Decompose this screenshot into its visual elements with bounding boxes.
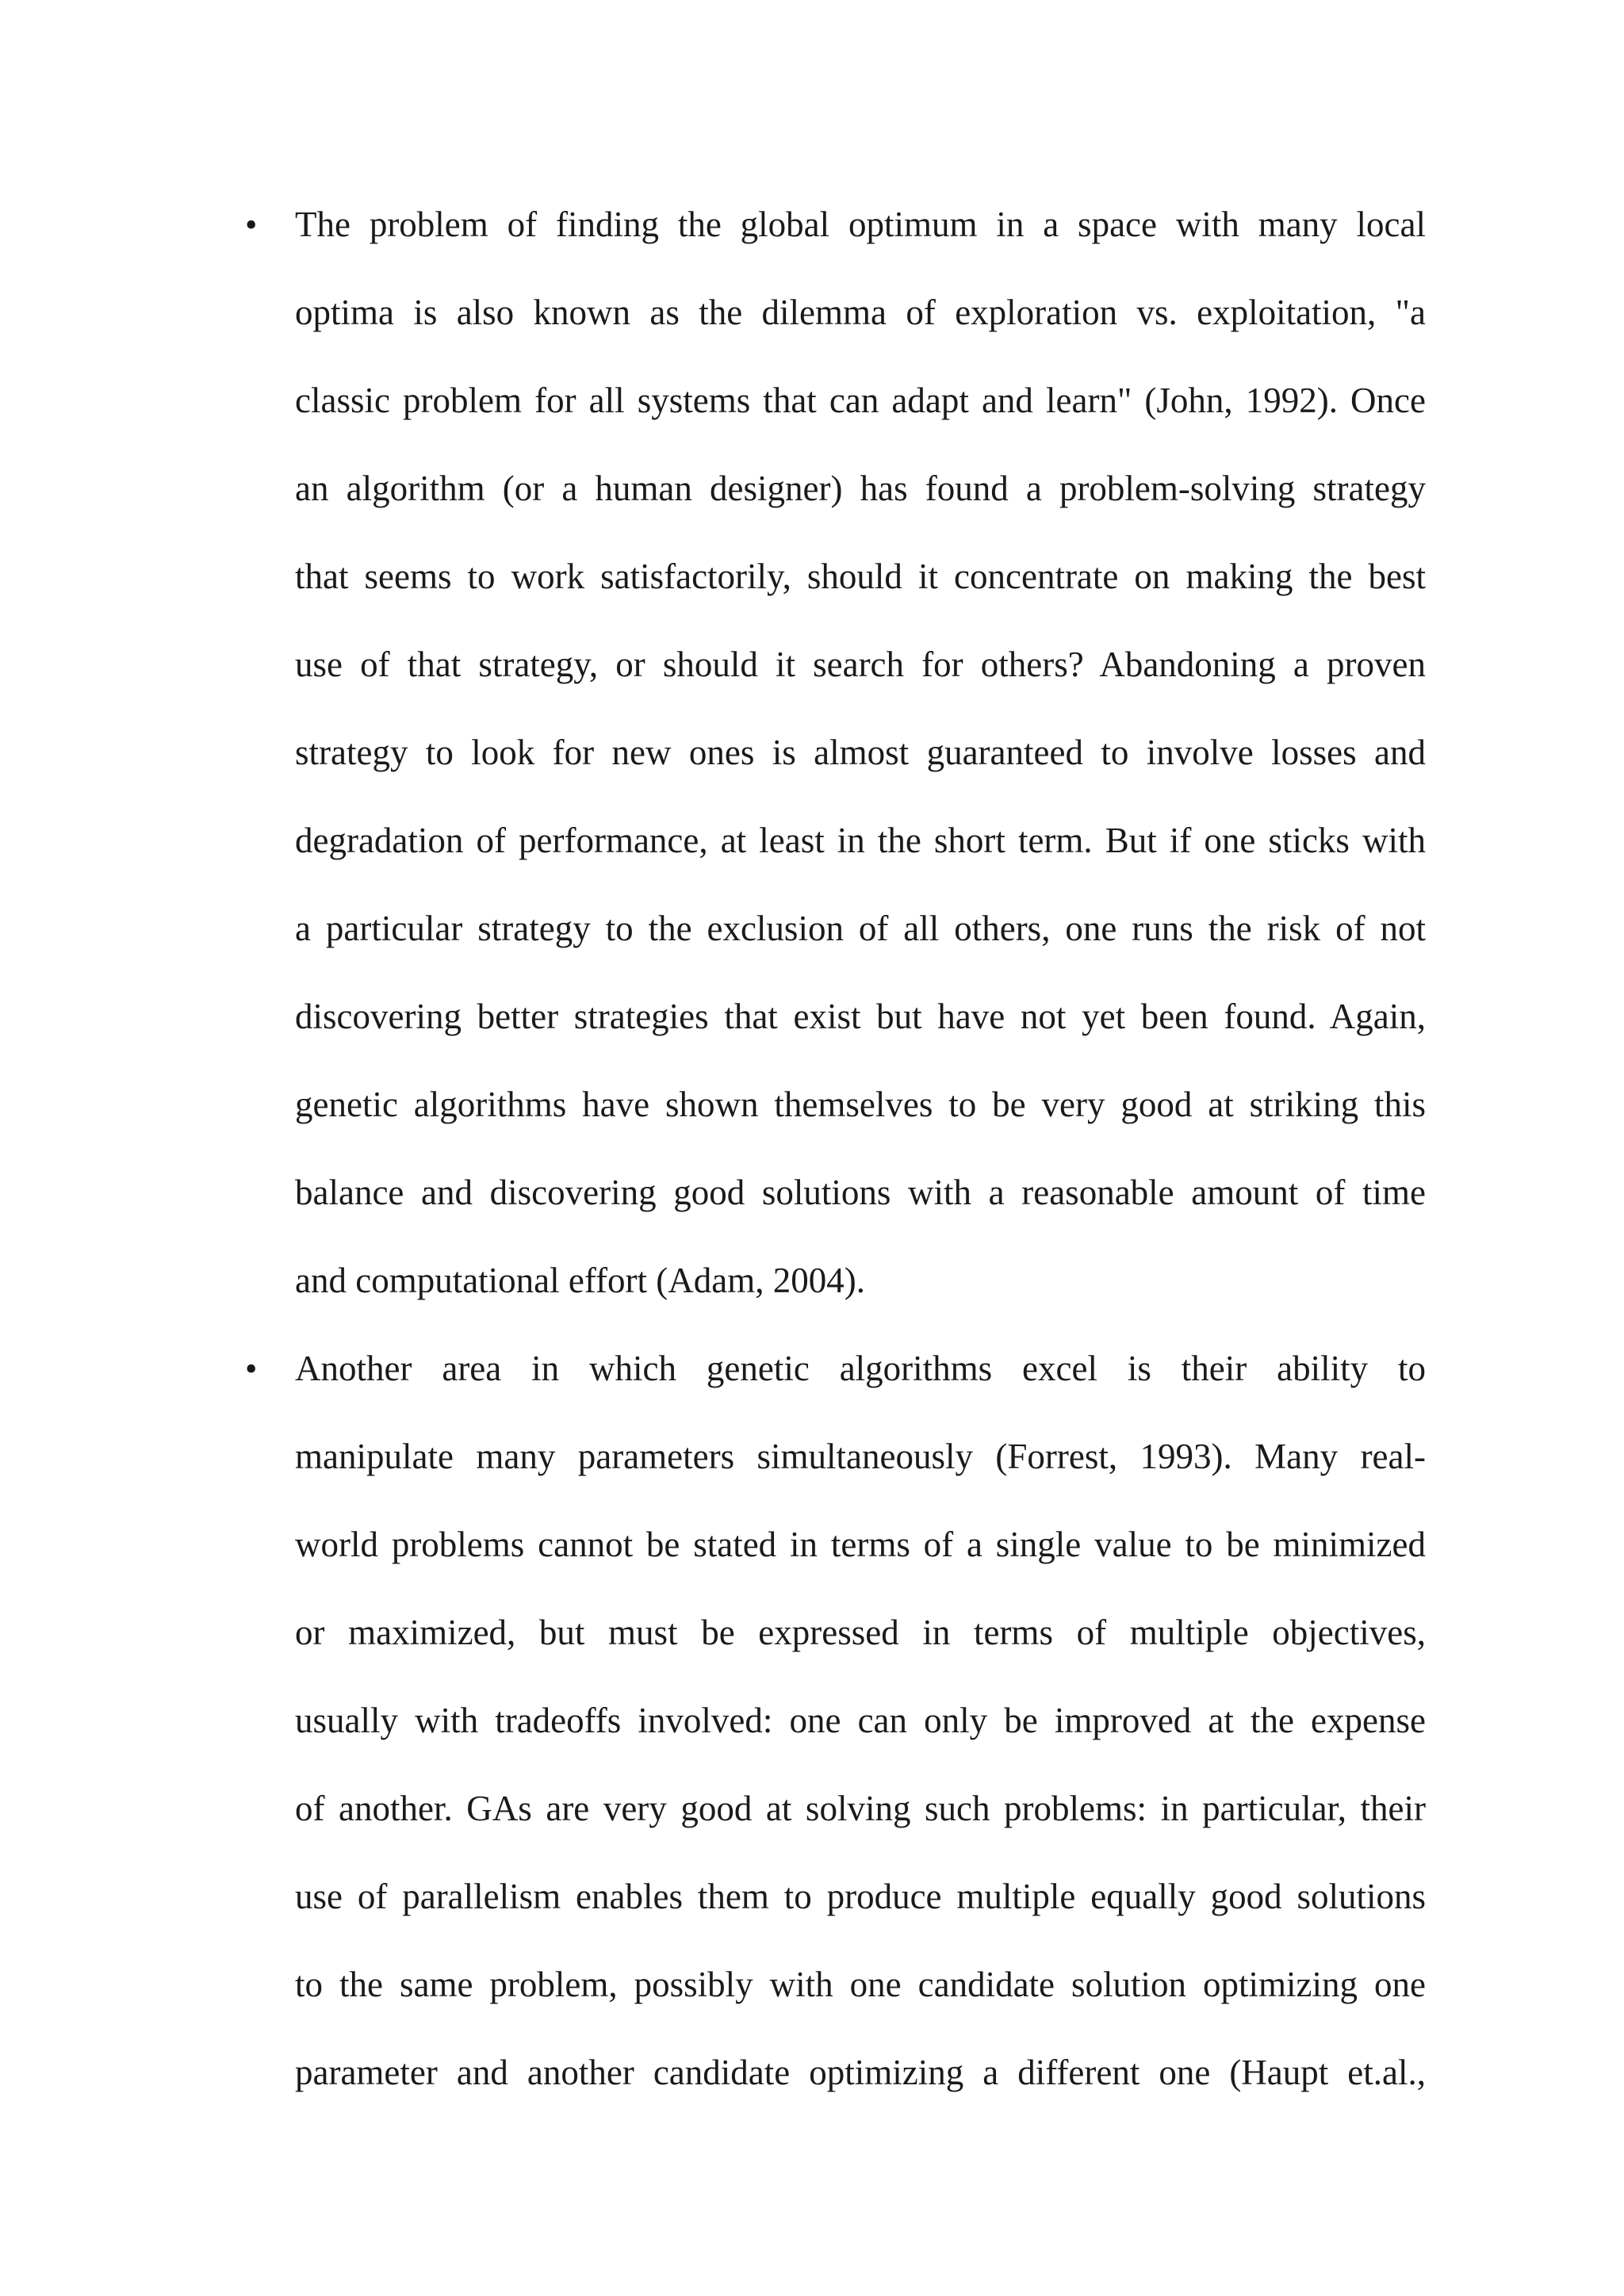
text-line: degradation of performance, at least in the short term. But if one sticks with (295, 821, 1426, 860)
text-line: Another area in which genetic algorithms excel is their ability to (295, 1349, 1426, 1388)
text-line: to the same problem, possibly with one candidate solution optimizing one (295, 1965, 1426, 2004)
text-line: manipulate many parameters simultaneously (Forrest, 1993). Many real- (295, 1437, 1426, 1476)
text-line: or maximized, but must be expressed in terms of multiple objectives, (295, 1613, 1426, 1652)
bullet-paragraph (295, 181, 1426, 1325)
text-line: and computational effort (Adam, 2004). (295, 1261, 865, 1300)
text-line: parameter and another candidate optimizing a different one (Haupt et.al., (295, 2053, 1426, 2092)
text-line: of another. GAs are very good at solving such problems: in particular, their (295, 1789, 1426, 1828)
text-line: that seems to work satisfactorily, should it concentrate on making the best (295, 557, 1426, 596)
bullet-item-exploration (0, 181, 1624, 1325)
text-line: genetic algorithms have shown themselves to be very good at striking this (295, 1085, 1426, 1124)
text-line: balance and discovering good solutions with a reasonable amount of time (295, 1173, 1426, 1212)
text-line: usually with tradeoffs involved: one can only be improved at the expense (295, 1701, 1426, 1740)
bullet-glyph: • (245, 1349, 258, 1388)
text-line: an algorithm (or a human designer) has found a problem-solving strategy (295, 469, 1426, 508)
text-line: use of parallelism enables them to produce multiple equally good solutions (295, 1877, 1426, 1916)
bullet-list (0, 181, 1624, 2117)
bullet-paragraph (295, 1325, 1426, 2117)
text-line: discovering better strategies that exist but have not yet been found. Again, (295, 997, 1426, 1036)
text-line: classic problem for all systems that can adapt and learn" (John, 1992). Once (295, 381, 1426, 420)
text-line: optima is also known as the dilemma of exploration vs. exploitation, "a (295, 293, 1426, 332)
text-line: The problem of finding the global optimum in a space with many local (295, 205, 1426, 244)
text-line: world problems cannot be stated in terms of a single value to be minimized (295, 1525, 1426, 1564)
text-line: strategy to look for new ones is almost guaranteed to involve losses and (295, 733, 1426, 772)
bullet-glyph: • (245, 205, 258, 244)
text-line: use of that strategy, or should it search for others? Abandoning a proven (295, 645, 1426, 684)
bullet-item-parameters (0, 1325, 1624, 2117)
text-line: a particular strategy to the exclusion of all others, one runs the risk of not (295, 909, 1426, 948)
